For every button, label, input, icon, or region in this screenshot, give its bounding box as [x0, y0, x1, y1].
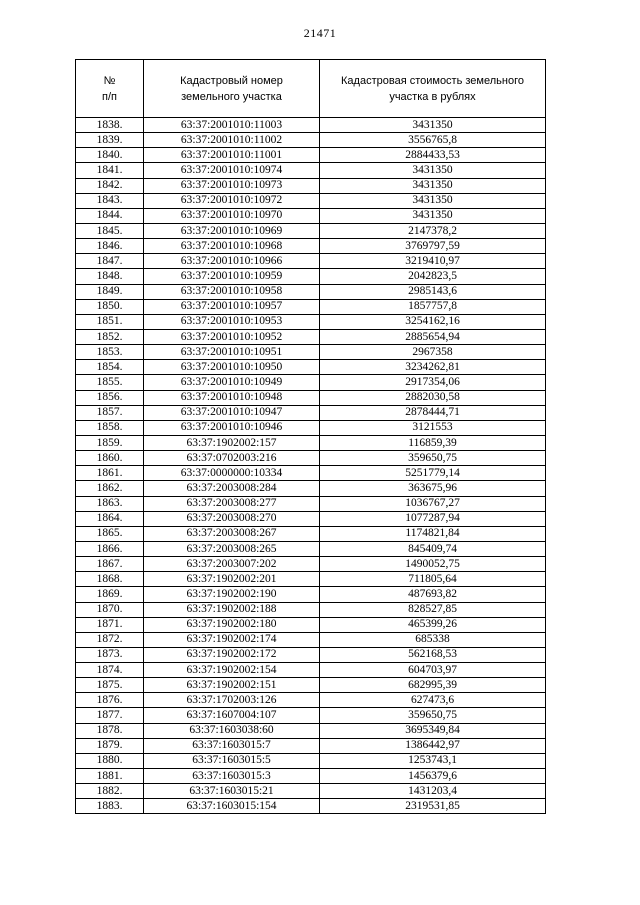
cadastral-value-cell: 359650,75: [320, 451, 546, 466]
table-row: [76, 557, 546, 572]
row-number-cell: 1853.: [76, 345, 144, 360]
table-row: [76, 496, 546, 511]
table-row: [76, 693, 546, 708]
cadastral-number-cell: 63:37:2001010:10968: [144, 239, 320, 254]
cadastral-value-cell: 3695349,84: [320, 723, 546, 738]
row-number-cell: 1858.: [76, 420, 144, 435]
row-number-cell: 1862.: [76, 481, 144, 496]
row-number-cell: 1855.: [76, 375, 144, 390]
row-number-cell: 1877.: [76, 708, 144, 723]
cadastral-value-cell: 3234262,81: [320, 360, 546, 375]
cadastral-value-cell: 3219410,97: [320, 254, 546, 269]
cadastral-number-cell: 63:37:2001010:10973: [144, 178, 320, 193]
row-number-cell: 1873.: [76, 647, 144, 662]
cadastral-number-cell: 63:37:1902002:174: [144, 632, 320, 647]
table-row: [76, 390, 546, 405]
row-number-cell: 1856.: [76, 390, 144, 405]
header-row-number-line2: п/п: [102, 90, 117, 103]
header-cadastral-value-line2: участка в рублях: [389, 90, 476, 103]
table-row: [76, 133, 546, 148]
table-row: [76, 572, 546, 587]
row-number-cell: 1851.: [76, 314, 144, 329]
header-row-number-line1: №: [103, 74, 116, 87]
cadastral-value-cell: 1857757,8: [320, 299, 546, 314]
table-row: [76, 148, 546, 163]
cadastral-value-cell: 3431350: [320, 208, 546, 223]
cadastral-number-cell: 63:37:2001010:10972: [144, 193, 320, 208]
table-row: [76, 678, 546, 693]
cadastral-number-cell: 63:37:1902002:154: [144, 663, 320, 678]
cadastral-value-cell: 1036767,27: [320, 496, 546, 511]
cadastral-number-cell: 63:37:2001010:10952: [144, 329, 320, 344]
cadastral-value-cell: 685338: [320, 632, 546, 647]
page-number: 21471: [303, 26, 337, 40]
cadastral-value-cell: 363675,96: [320, 481, 546, 496]
cadastral-value-cell: 682995,39: [320, 678, 546, 693]
row-number-cell: 1876.: [76, 693, 144, 708]
cadastral-value-cell: 562168,53: [320, 647, 546, 662]
cadastral-value-cell: 1253743,1: [320, 753, 546, 768]
header-row: [76, 60, 546, 118]
row-number-cell: 1880.: [76, 753, 144, 768]
table-row: [76, 118, 546, 133]
row-number-cell: 1872.: [76, 632, 144, 647]
cadastral-number-cell: 63:37:2001010:10970: [144, 208, 320, 223]
cadastral-number-cell: 63:37:2001010:10957: [144, 299, 320, 314]
table-row: [76, 345, 546, 360]
cadastral-value-cell: 2967358: [320, 345, 546, 360]
header-cadastral-value: [320, 60, 546, 118]
header-row-number: [76, 60, 144, 118]
table-row: [76, 723, 546, 738]
cadastral-value-cell: 1490052,75: [320, 557, 546, 572]
cadastral-value-cell: 3431350: [320, 163, 546, 178]
header-cadastral-number-line1: Кадастровый номер: [180, 74, 283, 87]
cadastral-value-cell: 5251779,14: [320, 466, 546, 481]
cadastral-value-cell: 116859,39: [320, 435, 546, 450]
cadastral-number-cell: 63:37:2001010:10974: [144, 163, 320, 178]
table-row: [76, 178, 546, 193]
table-row: [76, 375, 546, 390]
row-number-cell: 1881.: [76, 769, 144, 784]
cadastral-value-cell: 3431350: [320, 193, 546, 208]
row-number-cell: 1842.: [76, 178, 144, 193]
row-number-cell: 1860.: [76, 451, 144, 466]
cadastral-number-cell: 63:37:2003008:277: [144, 496, 320, 511]
cadastral-number-cell: 63:37:0000000:10334: [144, 466, 320, 481]
cadastral-number-cell: 63:37:1607004:107: [144, 708, 320, 723]
row-number-cell: 1871.: [76, 617, 144, 632]
cadastral-value-cell: 828527,85: [320, 602, 546, 617]
cadastral-value-table: [75, 59, 546, 814]
table-row: [76, 269, 546, 284]
cadastral-number-cell: 63:37:1603015:154: [144, 799, 320, 814]
cadastral-number-cell: 63:37:2001010:11002: [144, 133, 320, 148]
cadastral-number-cell: 63:37:2001010:10951: [144, 345, 320, 360]
cadastral-number-cell: 63:37:2001010:10958: [144, 284, 320, 299]
cadastral-value-cell: 487693,82: [320, 587, 546, 602]
cadastral-number-cell: 63:37:1902002:201: [144, 572, 320, 587]
table-row: [76, 314, 546, 329]
row-number-cell: 1878.: [76, 723, 144, 738]
cadastral-value-cell: 604703,97: [320, 663, 546, 678]
table-row: [76, 284, 546, 299]
cadastral-value-cell: 2319531,85: [320, 799, 546, 814]
table-row: [76, 663, 546, 678]
row-number-cell: 1864.: [76, 511, 144, 526]
table-row: [76, 784, 546, 799]
row-number-cell: 1883.: [76, 799, 144, 814]
cadastral-number-cell: 63:37:1603015:21: [144, 784, 320, 799]
row-number-cell: 1868.: [76, 572, 144, 587]
cadastral-number-cell: 63:37:2001010:10966: [144, 254, 320, 269]
table-row: [76, 299, 546, 314]
cadastral-value-cell: 1077287,94: [320, 511, 546, 526]
row-number-cell: 1841.: [76, 163, 144, 178]
cadastral-value-cell: 3431350: [320, 178, 546, 193]
cadastral-number-cell: 63:37:2001010:10959: [144, 269, 320, 284]
cadastral-number-cell: 63:37:2003008:270: [144, 511, 320, 526]
table-row: [76, 239, 546, 254]
row-number-cell: 1859.: [76, 435, 144, 450]
table-row: [76, 451, 546, 466]
table-row: [76, 163, 546, 178]
table-row: [76, 435, 546, 450]
table-row: [76, 632, 546, 647]
row-number-cell: 1839.: [76, 133, 144, 148]
cadastral-number-cell: 63:37:1902002:151: [144, 678, 320, 693]
row-number-cell: 1849.: [76, 284, 144, 299]
row-number-cell: 1845.: [76, 223, 144, 238]
header-cadastral-value-line1: Кадастровая стоимость земельного: [341, 74, 524, 87]
table-row: [76, 708, 546, 723]
cadastral-number-cell: 63:37:1603015:7: [144, 738, 320, 753]
table-row: [76, 799, 546, 814]
table-body: [76, 118, 546, 814]
table-row: [76, 466, 546, 481]
cadastral-value-cell: 2147378,2: [320, 223, 546, 238]
row-number-cell: 1852.: [76, 329, 144, 344]
cadastral-value-cell: 359650,75: [320, 708, 546, 723]
table-row: [76, 738, 546, 753]
row-number-cell: 1870.: [76, 602, 144, 617]
row-number-cell: 1869.: [76, 587, 144, 602]
cadastral-number-cell: 63:37:1603038:60: [144, 723, 320, 738]
table-row: [76, 254, 546, 269]
table-row: [76, 420, 546, 435]
cadastral-number-cell: 63:37:2001010:10948: [144, 390, 320, 405]
row-number-cell: 1843.: [76, 193, 144, 208]
cadastral-number-cell: 63:37:2003008:267: [144, 526, 320, 541]
header-cadastral-number: [144, 60, 320, 118]
cadastral-value-cell: 1386442,97: [320, 738, 546, 753]
cadastral-value-cell: 2878444,71: [320, 405, 546, 420]
table-row: [76, 208, 546, 223]
cadastral-number-cell: 63:37:2003008:265: [144, 541, 320, 556]
row-number-cell: 1847.: [76, 254, 144, 269]
row-number-cell: 1850.: [76, 299, 144, 314]
cadastral-number-cell: 63:37:2003008:284: [144, 481, 320, 496]
cadastral-value-cell: 3769797,59: [320, 239, 546, 254]
cadastral-number-cell: 63:37:2001010:11001: [144, 148, 320, 163]
table-row: [76, 511, 546, 526]
cadastral-value-cell: 1431203,4: [320, 784, 546, 799]
cadastral-number-cell: 63:37:1603015:3: [144, 769, 320, 784]
cadastral-value-cell: 3431350: [320, 118, 546, 133]
row-number-cell: 1854.: [76, 360, 144, 375]
cadastral-number-cell: 63:37:1902002:190: [144, 587, 320, 602]
table-row: [76, 223, 546, 238]
cadastral-number-cell: 63:37:1702003:126: [144, 693, 320, 708]
cadastral-number-cell: 63:37:2001010:10949: [144, 375, 320, 390]
cadastral-value-cell: 2884433,53: [320, 148, 546, 163]
table-row: [76, 541, 546, 556]
cadastral-value-cell: 465399,26: [320, 617, 546, 632]
row-number-cell: 1861.: [76, 466, 144, 481]
cadastral-value-cell: 2882030,58: [320, 390, 546, 405]
table-row: [76, 753, 546, 768]
cadastral-number-cell: 63:37:2001010:10953: [144, 314, 320, 329]
table-row: [76, 769, 546, 784]
row-number-cell: 1865.: [76, 526, 144, 541]
cadastral-number-cell: 63:37:1603015:5: [144, 753, 320, 768]
table-row: [76, 481, 546, 496]
cadastral-number-cell: 63:37:0702003:216: [144, 451, 320, 466]
table-header: [76, 60, 546, 118]
cadastral-number-cell: 63:37:2001010:10946: [144, 420, 320, 435]
table-row: [76, 647, 546, 662]
cadastral-number-cell: 63:37:1902002:172: [144, 647, 320, 662]
table-row: [76, 193, 546, 208]
row-number-cell: 1844.: [76, 208, 144, 223]
cadastral-value-cell: 845409,74: [320, 541, 546, 556]
row-number-cell: 1867.: [76, 557, 144, 572]
cadastral-value-cell: 1456379,6: [320, 769, 546, 784]
cadastral-value-cell: 2917354,06: [320, 375, 546, 390]
row-number-cell: 1846.: [76, 239, 144, 254]
row-number-cell: 1879.: [76, 738, 144, 753]
row-number-cell: 1875.: [76, 678, 144, 693]
cadastral-number-cell: 63:37:2003007:202: [144, 557, 320, 572]
header-cadastral-number-line2: земельного участка: [181, 90, 282, 103]
row-number-cell: 1838.: [76, 118, 144, 133]
row-number-cell: 1840.: [76, 148, 144, 163]
cadastral-number-cell: 63:37:2001010:10950: [144, 360, 320, 375]
cadastral-number-cell: 63:37:2001010:10969: [144, 223, 320, 238]
table-row: [76, 360, 546, 375]
cadastral-number-cell: 63:37:2001010:10947: [144, 405, 320, 420]
cadastral-number-cell: 63:37:2001010:11003: [144, 118, 320, 133]
cadastral-value-cell: 2042823,5: [320, 269, 546, 284]
table-row: [76, 587, 546, 602]
cadastral-value-cell: 3254162,16: [320, 314, 546, 329]
cadastral-value-cell: 627473,6: [320, 693, 546, 708]
cadastral-value-cell: 1174821,84: [320, 526, 546, 541]
cadastral-value-cell: 3121553: [320, 420, 546, 435]
table-row: [76, 526, 546, 541]
table-row: [76, 405, 546, 420]
cadastral-value-cell: 3556765,8: [320, 133, 546, 148]
cadastral-value-cell: 711805,64: [320, 572, 546, 587]
row-number-cell: 1882.: [76, 784, 144, 799]
row-number-cell: 1848.: [76, 269, 144, 284]
cadastral-number-cell: 63:37:1902002:180: [144, 617, 320, 632]
row-number-cell: 1857.: [76, 405, 144, 420]
row-number-cell: 1866.: [76, 541, 144, 556]
row-number-cell: 1874.: [76, 663, 144, 678]
cadastral-number-cell: 63:37:1902002:188: [144, 602, 320, 617]
cadastral-number-cell: 63:37:1902002:157: [144, 435, 320, 450]
cadastral-value-cell: 2885654,94: [320, 329, 546, 344]
table-row: [76, 329, 546, 344]
table-row: [76, 617, 546, 632]
cadastral-value-cell: 2985143,6: [320, 284, 546, 299]
row-number-cell: 1863.: [76, 496, 144, 511]
table-row: [76, 602, 546, 617]
